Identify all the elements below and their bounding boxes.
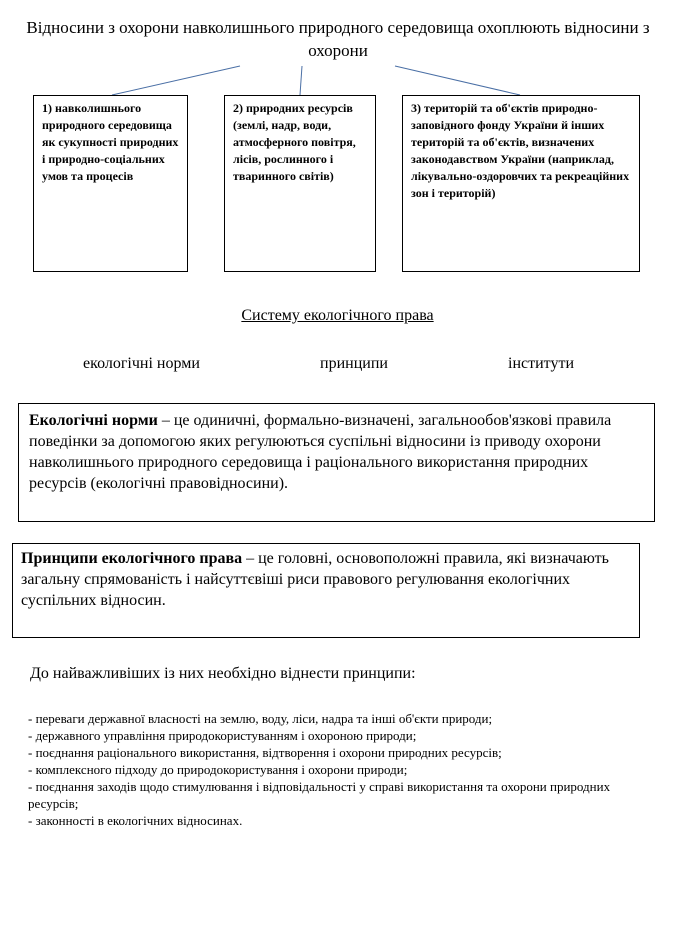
- list-item: - поєднання заходів щодо стимулювання і відповідальності у справі використання та охорони природних ресурсів;: [28, 779, 611, 811]
- system-title: Систему екологічного права: [241, 307, 434, 324]
- definition-box-norms: [18, 403, 655, 522]
- definition-box-principles: [12, 543, 640, 638]
- connector-line-2: [300, 66, 302, 95]
- principles-intro: До найважливіших із них необхідно віднести принципи:: [30, 665, 416, 682]
- list-item: - переваги державної власності на землю, воду, ліси, надра та інші об'єкти природи;: [28, 711, 493, 726]
- system-element-norms: екологічні норми: [83, 355, 200, 372]
- definition-term: Принципи екологічного права: [21, 550, 243, 567]
- definition-text: – це одиничні, формально-визначені, загальнообов'язкові правила поведінки за допомогою яких регулюються суспільні відносини із приводу охорони навколишнього природного середовища і раціонального використання природних ресурсів (екологічні правовідносини).: [29, 412, 612, 492]
- connector-line-3: [395, 66, 520, 95]
- definition-term: Екологічні норми: [29, 412, 158, 429]
- definition-text: – це головні, основоположні правила, які визначають загальну спрямованість і найсуттєвіші риси правового регулювання екологічних суспільних відносин.: [21, 550, 609, 609]
- system-element-institutes: інститути: [508, 355, 574, 372]
- connector-line-1: [112, 66, 240, 95]
- principles-list: [28, 710, 658, 829]
- object-box-natural-resources: 2) природних ресурсів (землі, надр, води, атмосферного повітря, лісів, рослинного і тваринного світів): [224, 95, 376, 272]
- diagram-title: Відносини з охорони навколишнього природного середовища охоплюють відносини з охорони: [26, 18, 650, 60]
- list-item: - законності в екологічних відносинах.: [28, 813, 243, 828]
- list-item: - поєднання раціонального використання, відтворення і охорони природних ресурсів;: [28, 745, 502, 760]
- list-item: - державного управління природокористуванням і охороною природи;: [28, 728, 417, 743]
- object-box-protected-territories: 3) територій та об'єктів природно-заповідного фонду України й інших територій та об'єктів, визначених законодавством України (наприклад, лікувально-оздоровчих та рекреаційних зон і територій): [402, 95, 640, 272]
- object-box-environment: 1) навколишнього природного середовища як сукупності природних і природно-соціальних умов та процесів: [33, 95, 188, 272]
- list-item: - комплексного підходу до природокористування і охорони природи;: [28, 762, 408, 777]
- system-element-principles: принципи: [320, 355, 388, 372]
